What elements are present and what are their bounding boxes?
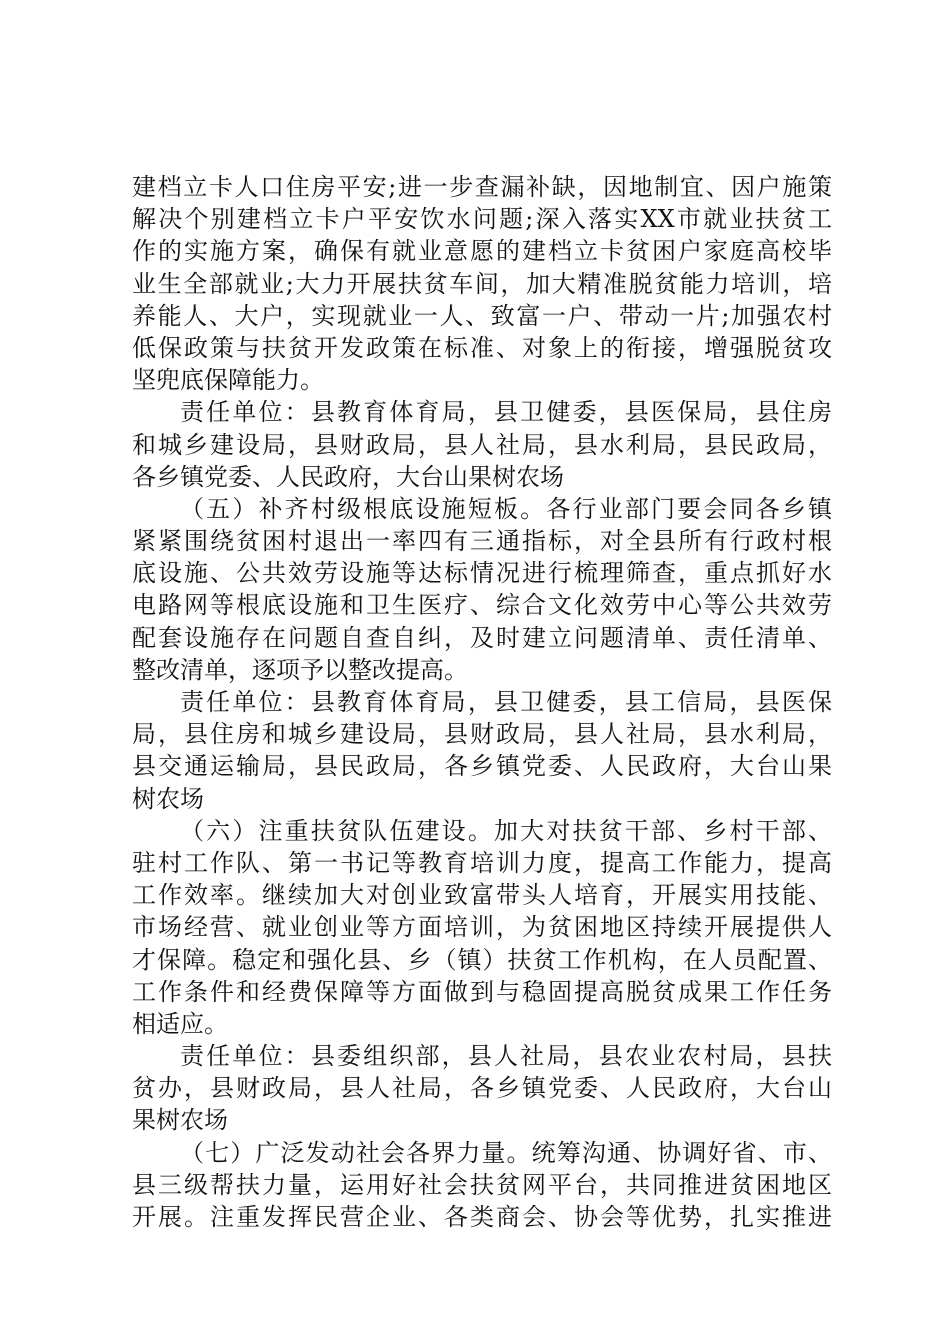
text-line: 县三级帮扶力量，运用好社会扶贫网平台，共同推进贫困地区 <box>132 1170 832 1199</box>
text-line: 整改清单，逐项予以整改提高。 <box>132 655 468 684</box>
text-line: 业生全部就业;大力开展扶贫车间，加大精准脱贫能力培训，培 <box>132 269 832 298</box>
text-line: 电路网等根底设施和卫生医疗、综合文化效劳中心等公共效劳 <box>132 591 832 620</box>
text-line: 才保障。稳定和强化县、乡（镇）扶贫工作机构，在人员配置、 <box>132 945 832 974</box>
text-line: 局，县住房和城乡建设局，县财政局，县人社局，县水利局， <box>132 720 832 749</box>
text-line: 坚兜底保障能力。 <box>132 366 324 395</box>
text-line: 开展。注重发挥民营企业、各类商会、协会等优势，扎实推进 <box>132 1203 832 1231</box>
text-line: 低保政策与扶贫开发政策在标准、对象上的衔接，增强脱贫攻 <box>132 333 832 362</box>
text-line: 解决个别建档立卡户平安饮水问题;深入落实XX市就业扶贫工 <box>132 205 832 234</box>
text-line: 和城乡建设局，县财政局，县人社局，县水利局，县民政局， <box>132 430 832 459</box>
text-line: 养能人、大户，实现就业一人、致富一户、带动一片;加强农村 <box>132 301 832 330</box>
text-line: 相适应。 <box>132 1009 228 1038</box>
text-line: 责任单位：县委组织部，县人社局，县农业农村局，县扶 <box>180 1042 832 1071</box>
text-line: 县交通运输局，县民政局，各乡镇党委、人民政府，大台山果 <box>132 752 832 781</box>
text-line: 紧紧围绕贫困村退出一率四有三通指标，对全县所有行政村根 <box>132 527 832 556</box>
text-line: 配套设施存在问题自查自纠，及时建立问题清单、责任清单、 <box>132 623 832 652</box>
text-line: 贫办，县财政局，县人社局，各乡镇党委、人民政府，大台山 <box>132 1074 832 1103</box>
text-line: 作的实施方案，确保有就业意愿的建档立卡贫困户家庭高校毕 <box>132 237 832 266</box>
text-line: 责任单位：县教育体育局，县卫健委，县医保局，县住房 <box>180 398 832 427</box>
text-line: 工作条件和经费保障等方面做到与稳固提高脱贫成果工作任务 <box>132 977 832 1006</box>
text-line: （六）注重扶贫队伍建设。加大对扶贫干部、乡村干部、 <box>180 816 832 845</box>
text-line: 底设施、公共效劳设施等达标情况进行梳理筛查，重点抓好水 <box>132 559 832 588</box>
text-line: 各乡镇党委、人民政府，大台山果树农场 <box>132 462 564 491</box>
text-line: 市场经营、就业创业等方面培训，为贫困地区持续开展提供人 <box>132 913 832 942</box>
text-line: 工作效率。继续加大对创业致富带头人培育，开展实用技能、 <box>132 881 832 910</box>
text-line: （五）补齐村级根底设施短板。各行业部门要会同各乡镇 <box>180 494 832 523</box>
text-line: 建档立卡人口住房平安;进一步查漏补缺，因地制宜、因户施策 <box>132 173 832 201</box>
text-line: 驻村工作队、第一书记等教育培训力度，提高工作能力，提高 <box>132 848 832 877</box>
text-line: （七）广泛发动社会各界力量。统筹沟通、协调好省、市、 <box>180 1138 832 1167</box>
text-line: 果树农场 <box>132 1106 228 1135</box>
text-line: 树农场 <box>132 784 204 813</box>
document-body <box>132 171 832 1233</box>
text-line: 责任单位：县教育体育局，县卫健委，县工信局，县医保 <box>180 688 832 716</box>
